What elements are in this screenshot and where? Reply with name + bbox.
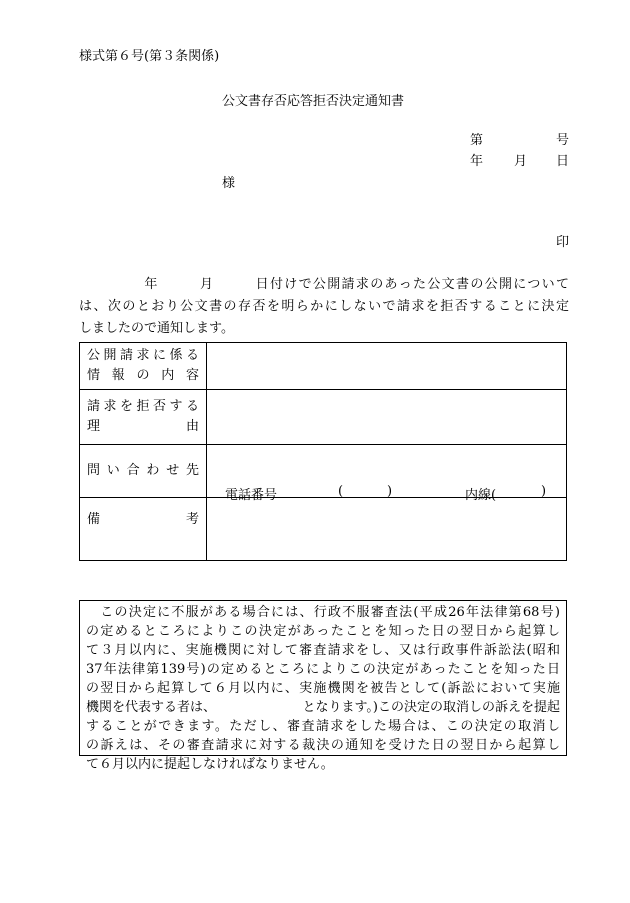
notice-details-table [79, 342, 567, 561]
seal-mark: 印 [556, 235, 570, 250]
info-content-label-line-1: 公開請求に係る [87, 348, 199, 363]
table-row-contact [80, 445, 567, 498]
notice-line: て６月以内に提起しなければなりません。 [86, 757, 334, 772]
phone-label: 電話番号 [225, 488, 278, 503]
intro-line-2: は、次のとおり公文書の存否を明らかにしないで請求を拒否することに決定 [79, 299, 569, 314]
date-year-label: 年 [470, 154, 484, 169]
notice-line: この決定に不服がある場合には、行政不服審査法(平成26年法律第68号) [99, 605, 560, 620]
intro-month: 月 [198, 277, 215, 292]
notice-line-6b: となります。)この決定の取消しの訴えを提起 [302, 700, 560, 715]
intro-day-rest: 日付けで公開請求のあった公文書の公開について [254, 277, 569, 292]
refusal-reason-label-line-2: 理由 [87, 419, 199, 434]
notice-line: 37年法律第139号)の定めるところによりこの決定があったことを知った日 [86, 662, 560, 677]
intro-paragraph [79, 274, 569, 340]
table-row-info-content [80, 343, 567, 390]
notice-line: することができます。ただし、審査請求をした場合は、この決定の取消し [86, 719, 560, 734]
notice-line: の定めるところによりこの決定があったことを知った日の翌日から起算し [86, 624, 560, 639]
table-row-remarks [80, 498, 567, 561]
table-row-refusal-reason [80, 390, 567, 445]
document-number-suffix: 号 [556, 133, 570, 148]
phone-paren-close: ) [387, 484, 393, 499]
document-title: 公文書存否応答拒否決定通知書 [222, 94, 405, 109]
remarks-label: 備考 [87, 512, 199, 527]
intro-year: 年 [143, 277, 159, 292]
contact-label: 問い合わせ先 [87, 463, 199, 478]
form-number: 様式第６号(第３条関係) [79, 49, 220, 64]
appeal-notice-text [86, 603, 560, 774]
info-content-value [207, 343, 567, 390]
appeal-notice-box [79, 600, 567, 772]
phone-paren-open: ( [338, 484, 344, 499]
remarks-value [207, 498, 567, 561]
intro-line-3: しましたので通知します。 [79, 321, 234, 336]
date-day-label: 日 [556, 154, 570, 169]
notice-line-6a: 機関を代表する者は、 [86, 700, 217, 715]
intro-line-1 [79, 274, 569, 296]
document-number-label: 第 [470, 133, 484, 148]
refusal-reason-value [207, 390, 567, 445]
notice-line [86, 698, 560, 717]
notice-line: て３月以内に、実施機関に対して審査請求をし、又は行政事件訴訟法(昭和 [86, 643, 560, 658]
date-month-label: 月 [514, 154, 528, 169]
extension-paren-close: ) [541, 484, 547, 499]
extension-label: 内線( [465, 488, 497, 503]
refusal-reason-label-line-1: 請求を拒否する [87, 399, 199, 414]
notice-line: の翌日から起算して６月以内に、実施機関を被告として(訴訟において実施 [86, 681, 560, 696]
addressee-suffix: 様 [222, 176, 236, 191]
contact-value [207, 445, 567, 503]
notice-line: の訴えは、その審査請求に対する裁決の通知を受けた日の翌日から起算し [86, 738, 560, 753]
info-content-label-line-2: 情報の内容 [87, 368, 199, 383]
